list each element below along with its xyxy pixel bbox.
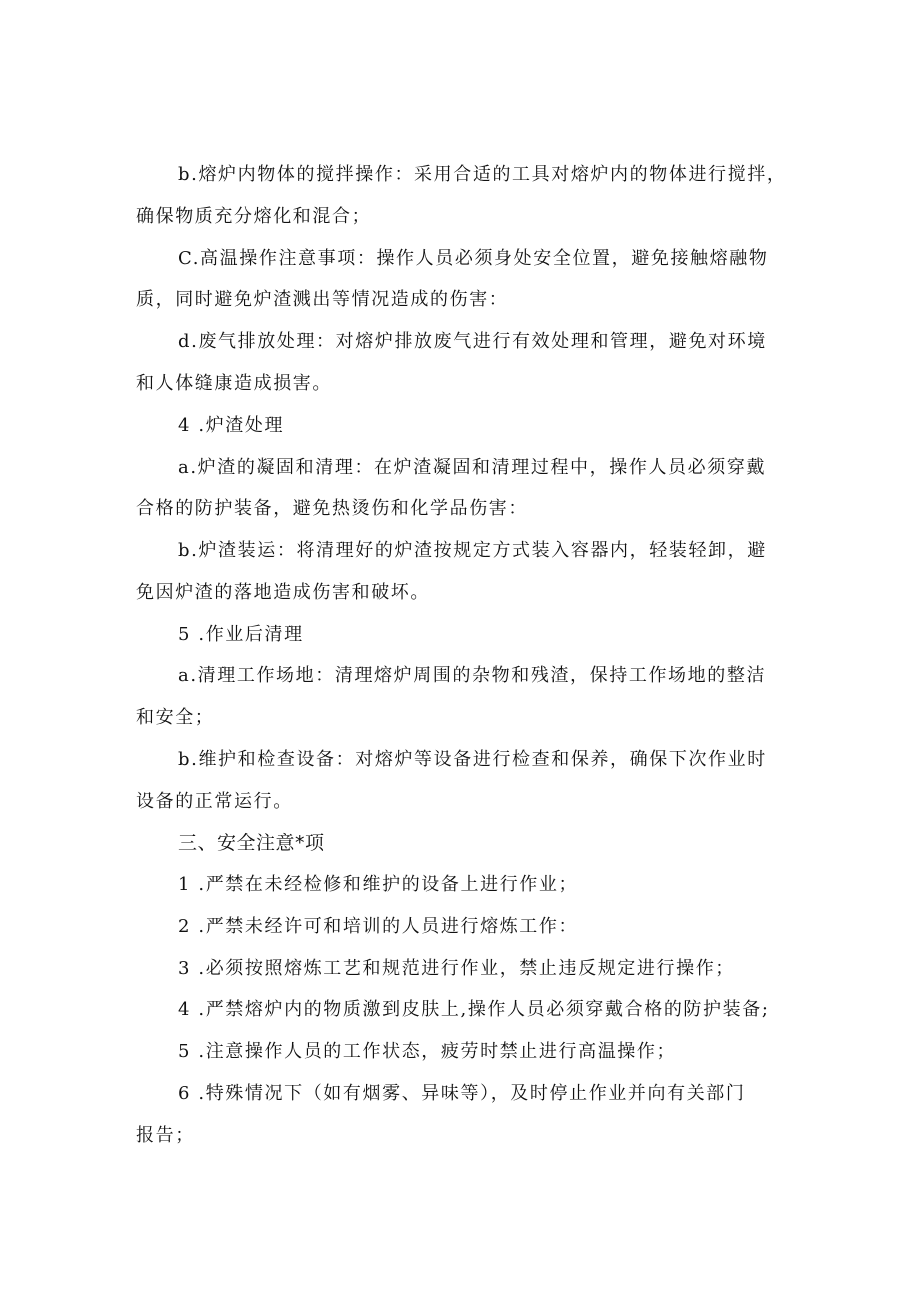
paragraph-line: C.高温操作注意事项：操作人员必须身处安全位置，避免接触熔融物	[178, 248, 769, 269]
paragraph-line: a.炉渣的凝固和清理：在炉渣凝固和清理过程中，操作人员必须穿戴	[178, 457, 767, 478]
paragraph-line: 合格的防护装备，避免热烫伤和化学品伤害：	[136, 498, 528, 519]
paragraph-line: 质，同时避免炉渣溅出等情况造成的伤害：	[136, 289, 509, 310]
paragraph-line: b.维护和检查设备：对熔炉等设备进行检查和保养，确保下次作业时	[178, 749, 767, 770]
chapter-heading: 三、安全注意*项	[178, 832, 325, 854]
paragraph-line: b.熔炉内物体的搅拌操作：采用合适的工具对熔炉内的物体进行搅拌，	[178, 164, 787, 185]
paragraph-line: 和安全；	[136, 707, 215, 728]
list-item: 3 .必须按照熔炼工艺和规范进行作业，禁止违反规定进行操作；	[178, 958, 735, 979]
paragraph-line: 免因炉渣的落地造成伤害和破坏。	[136, 582, 430, 603]
section-heading: 5 .作业后清理	[178, 624, 304, 645]
section-heading: 4 .炉渣处理	[178, 415, 285, 436]
list-item: 1 .严禁在未经检修和维护的设备上进行作业；	[178, 874, 579, 895]
paragraph-line: 确保物质充分熔化和混合；	[136, 206, 372, 227]
list-item: 2 .严禁未经许可和培训的人员进行熔炼工作：	[178, 916, 579, 937]
paragraph-line: d.废气排放处理：对熔炉排放废气进行有效处理和管理，避免对环境	[178, 331, 767, 352]
paragraph-line: b.炉渣装运：将清理好的炉渣按规定方式装入容器内，轻装轻卸，避	[178, 540, 767, 561]
list-item-continuation: 报告；	[136, 1125, 195, 1146]
list-item: 4 .严禁熔炉内的物质激到皮肤上,操作人员必须穿戴合格的防护装备;	[178, 999, 770, 1020]
list-item: 6 .特殊情况下（如有烟雾、异味等），及时停止作业并向有关部门	[178, 1083, 746, 1104]
list-item: 5 .注意操作人员的工作状态，疲劳时禁止进行高温操作；	[178, 1041, 677, 1062]
paragraph-line: a.清理工作场地：清理熔炉周围的杂物和残渣，保持工作场地的整洁	[178, 665, 767, 686]
paragraph-line: 设备的正常运行。	[136, 791, 293, 812]
paragraph-line: 和人体缝康造成损害。	[136, 373, 332, 394]
